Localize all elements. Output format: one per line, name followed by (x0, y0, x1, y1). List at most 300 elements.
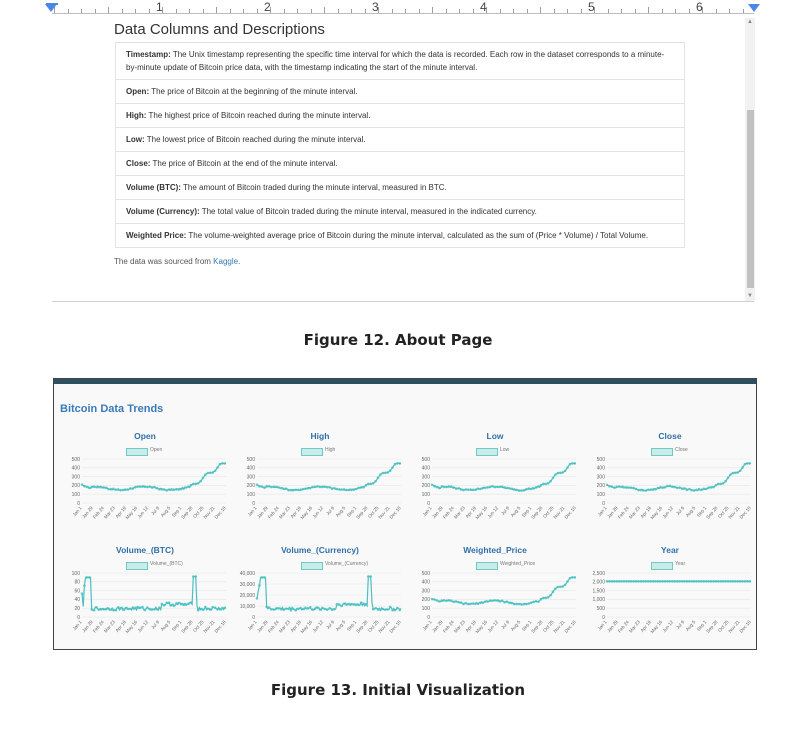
data-point (369, 483, 372, 486)
x-tick-label: Mar 23 (277, 505, 291, 520)
data-point (732, 472, 735, 475)
description-text: The Unix timestamp representing the specific time interval for which the data is recorded. Each row in the dataset corresponds to a minute-by-minute update of Bitcoin price data, with the timestamp indicating the start of the minute interval. (126, 50, 665, 72)
data-point (98, 608, 101, 611)
data-point (620, 486, 623, 489)
data-point (654, 488, 657, 491)
x-tick-label: Mar 23 (452, 619, 466, 634)
y-tick-label: 400 (71, 465, 80, 472)
data-point (540, 598, 543, 601)
data-point (338, 603, 341, 606)
data-point (202, 609, 205, 612)
data-point (460, 488, 463, 491)
data-point (379, 609, 382, 612)
data-point (102, 608, 105, 611)
x-tick-label: Aug 5 (684, 619, 697, 632)
ruler-tick (554, 9, 555, 13)
data-point (659, 486, 662, 489)
data-point (467, 603, 470, 606)
x-tick-label: Mar 23 (452, 505, 466, 520)
ruler-tick (716, 9, 717, 13)
data-point (86, 486, 89, 489)
data-point (535, 600, 538, 603)
x-tick-label: Jun 12 (311, 505, 325, 520)
data-point (190, 484, 193, 487)
data-point (618, 485, 621, 488)
data-point (690, 489, 693, 492)
data-point (175, 488, 178, 491)
y-tick-label: 1,500 (592, 588, 605, 595)
data-point (688, 580, 691, 583)
y-tick-label: 100 (71, 570, 80, 577)
description-term: Low: (126, 135, 145, 144)
data-point (93, 485, 96, 488)
data-point (290, 609, 293, 612)
data-point (554, 587, 557, 590)
data-point (268, 606, 271, 609)
data-point (323, 485, 326, 488)
x-tick-label: Sep 1 (345, 619, 358, 632)
data-point (727, 476, 730, 479)
data-point (669, 580, 672, 583)
data-point (503, 601, 506, 604)
data-point (170, 604, 173, 607)
data-point (275, 607, 278, 610)
y-tick-label: 100 (596, 492, 605, 498)
x-tick-label: Dec 18 (563, 505, 577, 520)
data-point (134, 606, 137, 609)
y-tick-label: 0 (602, 614, 605, 621)
data-point (287, 607, 290, 610)
ruler-tick (311, 9, 312, 13)
description-term: Close: (126, 159, 151, 168)
description-text: The lowest price of Bitcoin reached during the minute interval. (146, 135, 366, 144)
description-text: The amount of Bitcoin traded during the minute interval, measured in BTC. (183, 183, 447, 192)
data-point (110, 488, 113, 491)
data-point (729, 473, 732, 476)
data-point (724, 480, 727, 483)
data-point (258, 485, 261, 488)
data-point (384, 608, 387, 611)
x-tick-label: May 16 (474, 619, 489, 635)
data-point (136, 606, 139, 609)
data-point (450, 485, 453, 488)
kaggle-link[interactable]: Kaggle (213, 257, 239, 266)
data-point (285, 487, 288, 490)
data-point (642, 580, 645, 583)
ruler-tick (527, 9, 528, 13)
description-text: The volume-weighted average price of Bitcoin during the minute interval, calculated as the sum of (Price * Volume) / Total Volume. (188, 231, 649, 240)
description-row (116, 80, 685, 104)
data-point (331, 487, 334, 490)
data-point (690, 580, 693, 583)
ruler-tick (257, 9, 258, 13)
x-tick-label: Jan 29 (256, 619, 269, 634)
data-point (398, 462, 401, 465)
data-point (683, 487, 686, 490)
y-tick-label: 40,000 (239, 570, 255, 577)
data-point (515, 489, 518, 492)
y-tick-label: 200 (421, 483, 430, 490)
data-point (496, 486, 499, 489)
data-point (498, 486, 501, 489)
data-point (440, 485, 443, 488)
data-point (343, 602, 346, 605)
x-tick-label: Aug 5 (509, 619, 522, 632)
data-point (486, 486, 489, 489)
data-point (623, 580, 626, 583)
x-tick-label: Aug 5 (334, 619, 347, 632)
data-point (209, 472, 212, 475)
chart-title: High (310, 431, 330, 441)
data-point (547, 596, 550, 599)
ruler-tick (149, 9, 150, 13)
data-point (681, 580, 684, 583)
data-point (360, 486, 363, 489)
data-point (436, 486, 439, 489)
data-point (554, 473, 557, 476)
ruler-tick (459, 9, 460, 13)
x-tick-label: Sep 28 (355, 505, 369, 520)
ruler-number: 1 (156, 0, 163, 14)
x-tick-label: Dec 18 (213, 619, 227, 634)
data-point (277, 486, 280, 489)
data-point (277, 607, 280, 610)
description-row (116, 224, 685, 248)
data-point (700, 580, 703, 583)
data-point (338, 488, 341, 491)
data-point (384, 472, 387, 475)
x-tick-label: Dec 18 (563, 619, 577, 634)
data-point (204, 606, 207, 609)
data-point (360, 601, 363, 604)
y-tick-label: 0 (427, 614, 430, 621)
line-chart (410, 455, 580, 539)
x-tick-label: Jun 12 (661, 619, 675, 634)
x-tick-label: Sep 28 (355, 619, 369, 634)
data-point (652, 580, 655, 583)
data-point (715, 484, 718, 487)
data-point (640, 580, 643, 583)
data-point (83, 584, 86, 587)
ruler-tick (243, 9, 244, 13)
data-point (122, 608, 125, 611)
description-text: The price of Bitcoin at the end of the minute interval. (152, 159, 338, 168)
ruler[interactable] (0, 0, 796, 18)
data-point (185, 603, 188, 606)
data-point (81, 592, 84, 595)
data-point (678, 580, 681, 583)
data-point (396, 607, 399, 610)
data-point (345, 489, 348, 492)
data-point (513, 488, 516, 491)
data-point (365, 603, 368, 606)
x-tick-label: Jun 12 (661, 505, 675, 520)
data-point (333, 487, 336, 490)
data-point (717, 483, 720, 486)
x-tick-label: Apr 19 (289, 619, 303, 634)
data-point (431, 483, 434, 486)
data-point (736, 580, 739, 583)
data-point (209, 608, 212, 611)
data-point (431, 598, 434, 601)
x-tick-label: Oct 25 (717, 505, 730, 520)
line-chart (235, 455, 405, 539)
data-point (644, 489, 647, 492)
data-point (326, 486, 329, 489)
data-point (547, 482, 550, 485)
ruler-tick (392, 9, 393, 13)
x-tick-label: Mar 23 (277, 619, 291, 634)
chart-title: Open (134, 431, 156, 441)
data-point (727, 580, 730, 583)
y-tick-label: 100 (246, 492, 255, 498)
data-point (294, 489, 297, 492)
ruler-tick (135, 9, 136, 13)
data-point (635, 580, 638, 583)
y-tick-label: 500 (71, 456, 80, 463)
data-point (309, 606, 312, 609)
data-point (469, 602, 472, 605)
data-point (703, 580, 706, 583)
data-point (479, 488, 482, 491)
right-indent-marker[interactable] (748, 4, 760, 12)
ruler-tick (473, 9, 474, 13)
data-point (703, 488, 706, 491)
data-point (748, 580, 751, 583)
data-point (214, 606, 217, 609)
description-text: The total value of Bitcoin traded during the minute interval, measured in the indicated currency. (201, 207, 537, 216)
description-row (116, 43, 685, 80)
ruler-tick (513, 9, 514, 13)
data-point (666, 580, 669, 583)
data-point (613, 580, 616, 583)
data-point (443, 599, 446, 602)
ruler-tick (176, 9, 177, 13)
x-tick-label: Nov 21 (727, 619, 741, 634)
data-point (391, 609, 394, 612)
data-point (292, 489, 295, 492)
data-point (474, 602, 477, 605)
data-point (386, 471, 389, 474)
data-point (90, 608, 93, 611)
data-point (627, 486, 630, 489)
x-tick-label: Mar 23 (102, 505, 116, 520)
y-tick-label: 200 (246, 483, 255, 490)
x-tick-label: Sep 1 (695, 619, 708, 632)
data-point (194, 575, 197, 578)
ruler-tick (567, 9, 568, 13)
data-point (207, 472, 210, 475)
data-point (676, 486, 679, 489)
data-point (472, 489, 475, 492)
data-point (741, 466, 744, 469)
data-point (389, 469, 392, 472)
x-tick-label: Nov 21 (552, 619, 566, 634)
ruler-tick (675, 9, 676, 13)
data-point (630, 486, 633, 489)
data-point (336, 488, 339, 491)
data-point (484, 600, 487, 603)
x-tick-label: Jan 29 (431, 505, 444, 520)
x-tick-label: Jan 29 (606, 505, 619, 520)
x-tick-label: Apr 19 (639, 619, 653, 634)
data-point (649, 488, 652, 491)
data-point (187, 485, 190, 488)
data-point (374, 480, 377, 483)
data-point (501, 486, 504, 489)
x-tick-label: Jul 9 (675, 619, 686, 631)
data-point (178, 488, 181, 491)
x-tick-label: Feb 24 (616, 505, 630, 520)
scroll-up-icon[interactable]: ▲ (747, 19, 753, 25)
x-tick-label: Jun 12 (136, 619, 150, 634)
data-point (256, 597, 259, 600)
data-point (175, 602, 178, 605)
data-point (443, 486, 446, 489)
data-point (494, 486, 497, 489)
x-tick-label: Oct 25 (542, 619, 555, 634)
description-term: Timestamp: (126, 50, 171, 59)
data-point (173, 488, 176, 491)
data-point (520, 603, 523, 606)
x-tick-label: Sep 28 (530, 619, 544, 634)
data-point (542, 597, 545, 600)
data-point (158, 488, 161, 491)
data-point (635, 488, 638, 491)
y-tick-label: 200 (71, 483, 80, 490)
data-point (340, 605, 343, 608)
scroll-thumb[interactable] (747, 110, 754, 288)
x-tick-label: Nov 21 (377, 505, 391, 520)
data-point (321, 486, 324, 489)
data-point (630, 580, 633, 583)
data-point (693, 580, 696, 583)
ruler-number: 5 (588, 0, 595, 14)
figure-13-caption: Figure 13. Initial Visualization (270, 681, 526, 699)
legend-label: Low (500, 447, 510, 453)
data-point (715, 580, 718, 583)
data-point (452, 601, 455, 604)
data-point (221, 462, 224, 465)
data-point (513, 603, 516, 606)
data-point (445, 600, 448, 603)
data-point (625, 580, 628, 583)
about-page-image (52, 18, 754, 302)
data-point (357, 487, 360, 490)
data-point (710, 580, 713, 583)
data-point (671, 580, 674, 583)
left-indent-marker[interactable] (45, 4, 57, 12)
data-point (537, 485, 540, 488)
x-tick-label: Jul 9 (325, 619, 336, 631)
data-point (163, 488, 166, 491)
x-tick-label: Sep 1 (520, 505, 533, 518)
data-point (573, 462, 576, 465)
data-point (744, 580, 747, 583)
data-point (151, 486, 154, 489)
x-tick-label: May 16 (649, 619, 664, 635)
data-point (683, 580, 686, 583)
ruler-tick (432, 7, 433, 13)
x-tick-label: Jul 9 (150, 619, 161, 631)
x-tick-label: Sep 1 (345, 505, 358, 518)
ruler-tick (689, 9, 690, 13)
chart-panel (60, 431, 230, 539)
data-point (163, 604, 166, 607)
data-point (256, 483, 259, 486)
x-tick-label: Aug 5 (509, 505, 522, 518)
data-point (280, 487, 283, 490)
ruler-tick (189, 9, 190, 13)
y-tick-label: 500 (421, 570, 430, 577)
data-point (326, 608, 329, 611)
data-point (333, 608, 336, 611)
data-point (462, 603, 465, 606)
x-tick-label: May 16 (474, 505, 489, 521)
data-point (632, 580, 635, 583)
data-point (168, 601, 171, 604)
description-term: Weighted Price: (126, 231, 187, 240)
data-point (537, 600, 540, 603)
y-tick-label: 0 (252, 500, 255, 507)
data-point (544, 597, 547, 600)
data-point (146, 606, 149, 609)
data-point (606, 580, 609, 583)
data-point (498, 600, 501, 603)
data-point (559, 586, 562, 589)
x-tick-label: Nov 21 (377, 619, 391, 634)
data-point (552, 476, 555, 479)
data-point (722, 580, 725, 583)
data-point (95, 606, 98, 609)
x-tick-label: Sep 1 (520, 619, 533, 632)
data-point (566, 580, 569, 583)
x-tick-label: Sep 28 (705, 505, 719, 520)
scroll-down-icon[interactable]: ▼ (747, 293, 753, 299)
data-point (328, 486, 331, 489)
x-tick-label: Sep 28 (530, 505, 544, 520)
data-point (105, 486, 108, 489)
x-tick-label: Feb 24 (91, 505, 105, 520)
data-point (457, 601, 460, 604)
legend-label: Open (150, 447, 163, 453)
x-tick-label: Sep 28 (180, 505, 194, 520)
data-point (506, 487, 509, 490)
data-point (637, 489, 640, 492)
y-tick-label: 100 (421, 492, 430, 498)
x-tick-label: Oct 25 (367, 619, 380, 634)
data-point (734, 472, 737, 475)
data-point (379, 473, 382, 476)
data-point (573, 576, 576, 579)
data-point (197, 482, 200, 485)
viz-top-bar (54, 379, 756, 384)
data-point (95, 486, 98, 489)
viz-title: Bitcoin Data Trends (60, 403, 164, 415)
data-point (122, 489, 125, 492)
data-point (719, 580, 722, 583)
data-point (719, 483, 722, 486)
scrollbar[interactable] (745, 18, 755, 301)
data-point (261, 485, 264, 488)
data-point (455, 600, 458, 603)
data-point (557, 586, 560, 589)
x-tick-label: Jan 1 (246, 619, 258, 632)
data-point (448, 599, 451, 602)
x-tick-label: Jan 29 (606, 619, 619, 634)
y-tick-label: 200 (421, 597, 430, 604)
data-point (263, 486, 266, 489)
